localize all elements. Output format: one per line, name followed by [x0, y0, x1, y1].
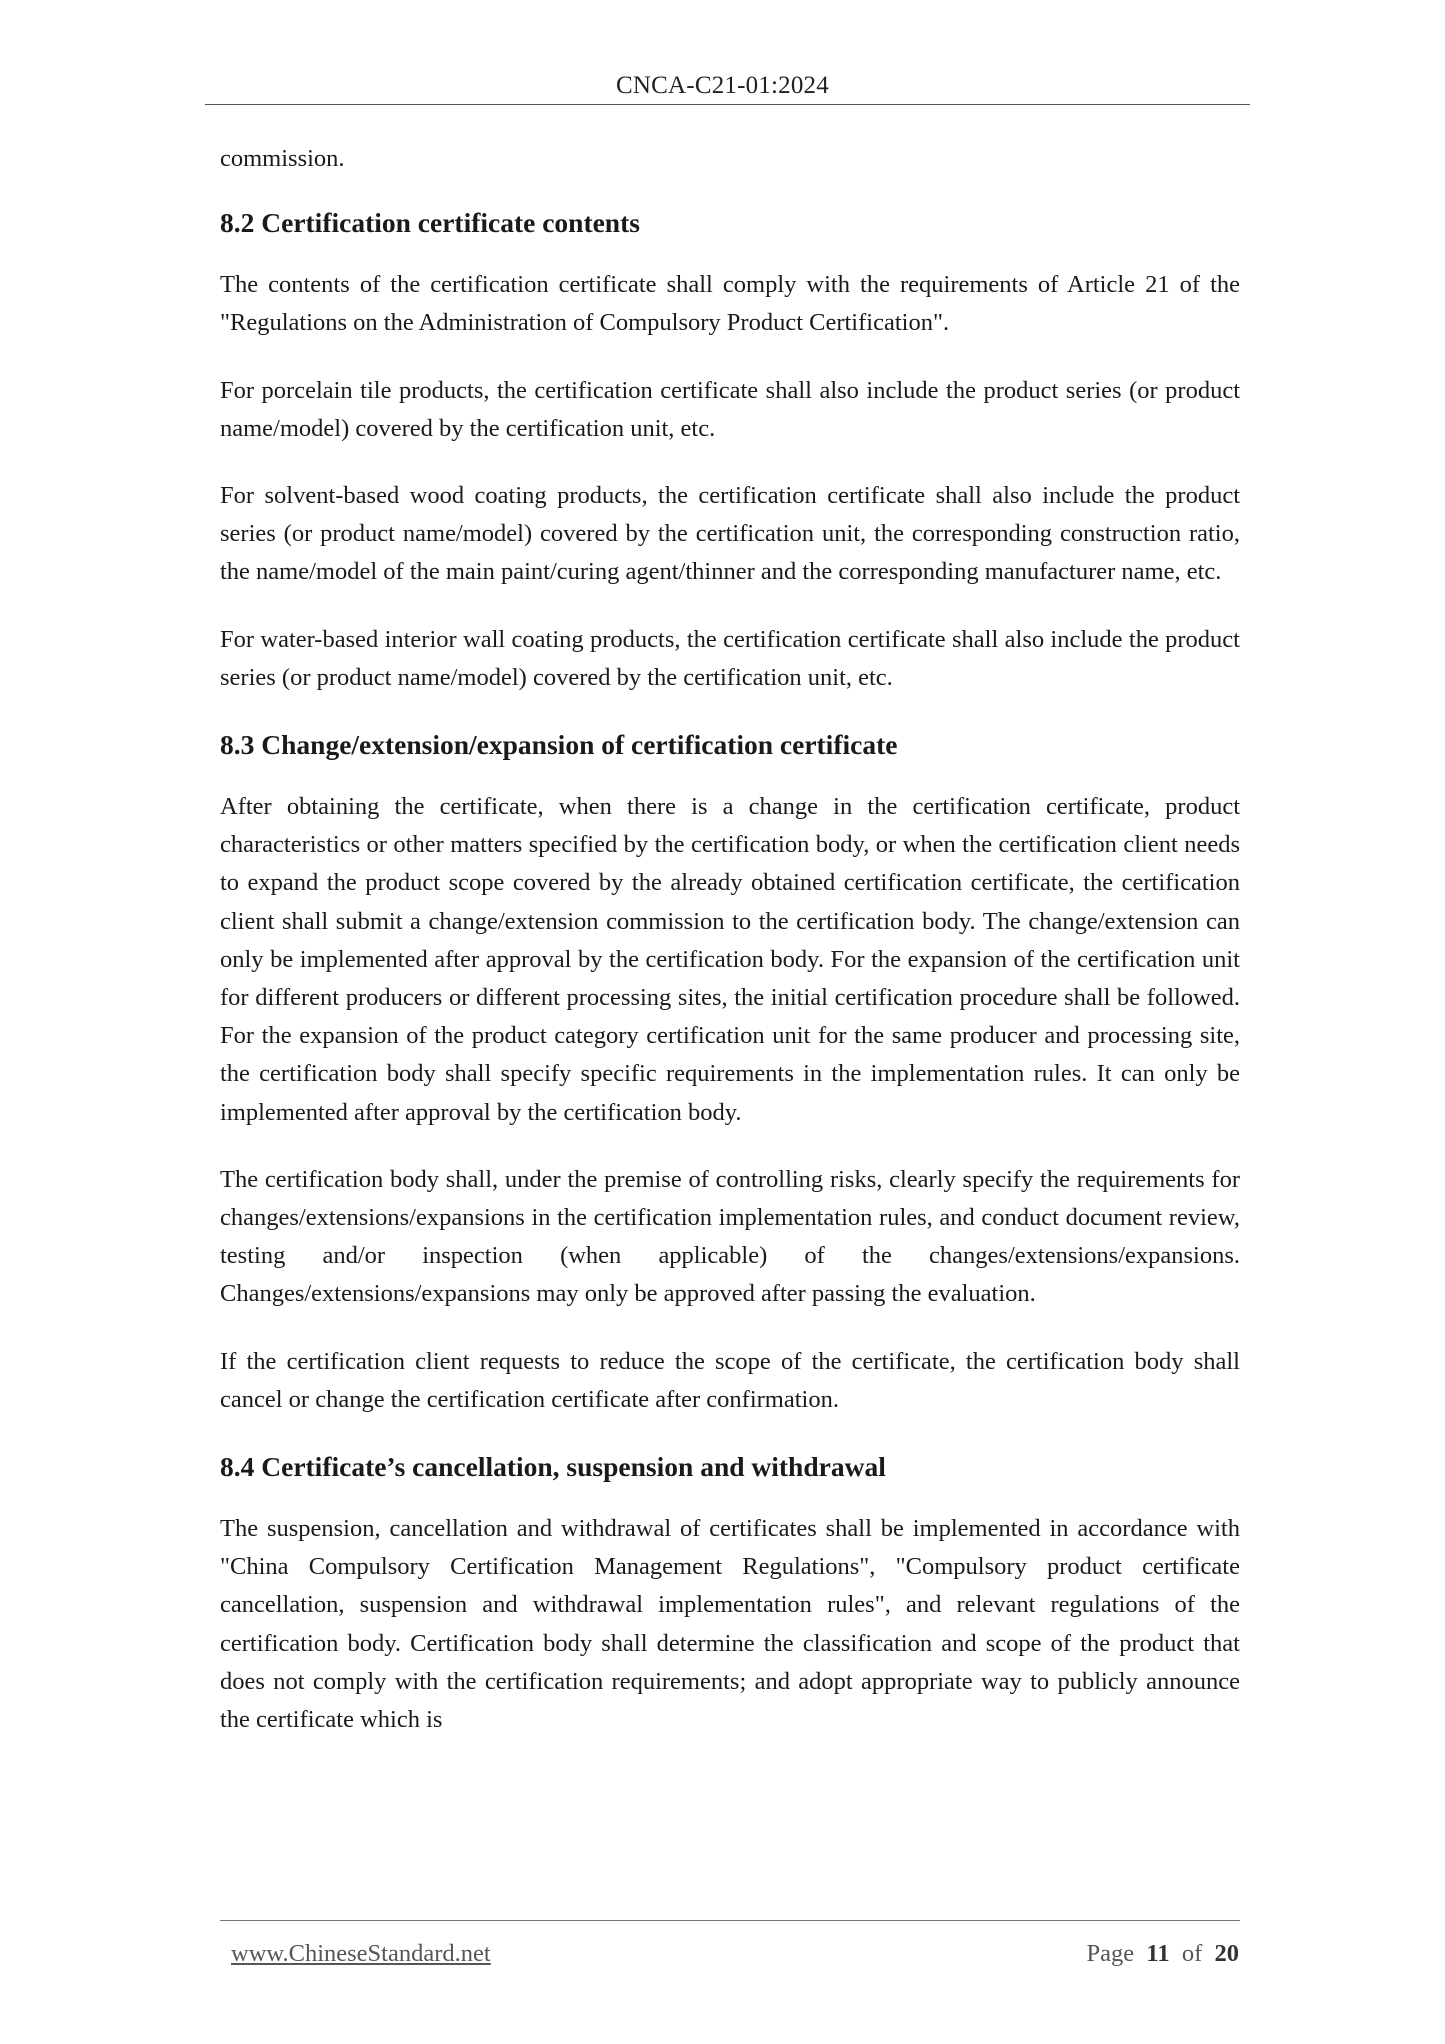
page-number: [1087, 1940, 1239, 1968]
paragraph-porcelain-tile: For porcelain tile products, the certification certificate shall also include the product series (or product name/model) covered by the certification unit, etc.: [220, 376, 1240, 442]
paragraph-solvent-wood-coating: For solvent-based wood coating products, the certification certificate shall also include the product series (or product name/model) covered by the certification unit, the corresponding construction ratio, the name/model of the main paint/curing agent/thinner and the corresponding manufacturer name, etc.: [220, 482, 1240, 586]
section-heading-8-2: 8.2 Certification certificate contents: [220, 207, 640, 239]
footer-divider: [220, 1920, 1240, 1921]
header-divider: [205, 104, 1250, 105]
document-code-header: CNCA-C21-01:2024: [616, 72, 829, 99]
paragraph-change-extension: After obtaining the certificate, when there is a change in the certification certificate, product characteristics or other matters specified by the certification body, or when the certification client needs to expand the product scope covered by the already obtained certification certificate, the certification client shall submit a change/extension commission to the certification body. The change/extension can only be implemented after approval by the certification body. For the expansion of the certification unit for different producers or different processing sites, the initial certification procedure shall be followed. For the expansion of the product category certification unit for the same producer and processing site, the certification body shall specify specific requirements in the implementation rules. It can only be implemented after approval by the certification body.: [220, 793, 1240, 1126]
page-current: 11: [1146, 1940, 1170, 1967]
section-heading-8-3: 8.3 Change/extension/expansion of certification certificate: [220, 729, 898, 761]
page-label: Page: [1086, 1940, 1135, 1967]
page-total: 20: [1214, 1940, 1239, 1967]
section-heading-8-4: 8.4 Certificate’s cancellation, suspension and withdrawal: [220, 1451, 886, 1483]
paragraph-risk-control: The certification body shall, under the premise of controlling risks, clearly specify the requirements for changes/extensions/expansions in the certification implementation rules, and conduct document review, testing and/or inspection (when applicable) of the changes/extensions/expansions. Changes/extensions/expansions may only be approved after passing the evaluation.: [220, 1165, 1240, 1308]
paragraph-certificate-contents: The contents of the certification certificate shall comply with the requirements of Article 21 of the "Regulations on the Administration of Compulsory Product Certification".: [220, 271, 1240, 337]
website-link[interactable]: www.ChineseStandard.net: [231, 1940, 491, 1967]
paragraph-continuation: commission.: [220, 145, 345, 172]
paragraph-water-based-coating: For water-based interior wall coating products, the certification certificate shall also include the product series (or product name/model) covered by the certification unit, etc.: [220, 625, 1240, 691]
paragraph-reduce-scope: If the certification client requests to reduce the scope of the certificate, the certification body shall cancel or change the certification certificate after confirmation.: [220, 1347, 1240, 1413]
of-label: of: [1181, 1940, 1203, 1967]
page-content: [220, 140, 1240, 1768]
paragraph-suspension-cancellation: The suspension, cancellation and withdrawal of certificates shall be implemented in accordance with "China Compulsory Certification Management Regulations", "Compulsory product certificate cancellation, suspension and withdrawal implementation rules", and relevant regulations of the certification body. Certification body shall determine the classification and scope of the product that does not comply with the certification requirements; and adopt appropriate way to publicly announce the certificate which is: [220, 1515, 1240, 1734]
